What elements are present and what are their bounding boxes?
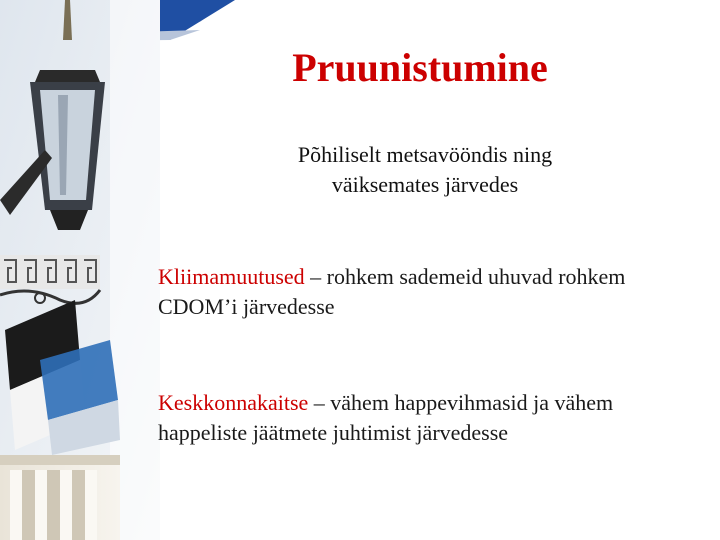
- bullet-text: – vähem happevihmasid ja vähem happeliste jäätmete juhtimist järvedesse: [158, 390, 614, 445]
- subtitle-line-1: Põhiliselt metsavööndis ning: [297, 142, 553, 167]
- bullet-text: – rohkem sademeid uhuvad rohkem CDOM’i järvedesse: [158, 264, 626, 319]
- decorative-photo: [0, 0, 160, 540]
- slide-subtitle: [210, 140, 640, 200]
- bullet-keyword: Keskkonnakaitse: [158, 390, 309, 415]
- bullet-climate-change: [158, 262, 703, 322]
- subtitle-line-2: väiksemates järvedes: [331, 172, 519, 197]
- columns-image: [0, 455, 120, 540]
- slide-title: Pruunistumine: [292, 45, 548, 90]
- bullet-keyword: Kliimamuutused: [158, 264, 305, 289]
- bullet-environmental-protection: [158, 388, 703, 448]
